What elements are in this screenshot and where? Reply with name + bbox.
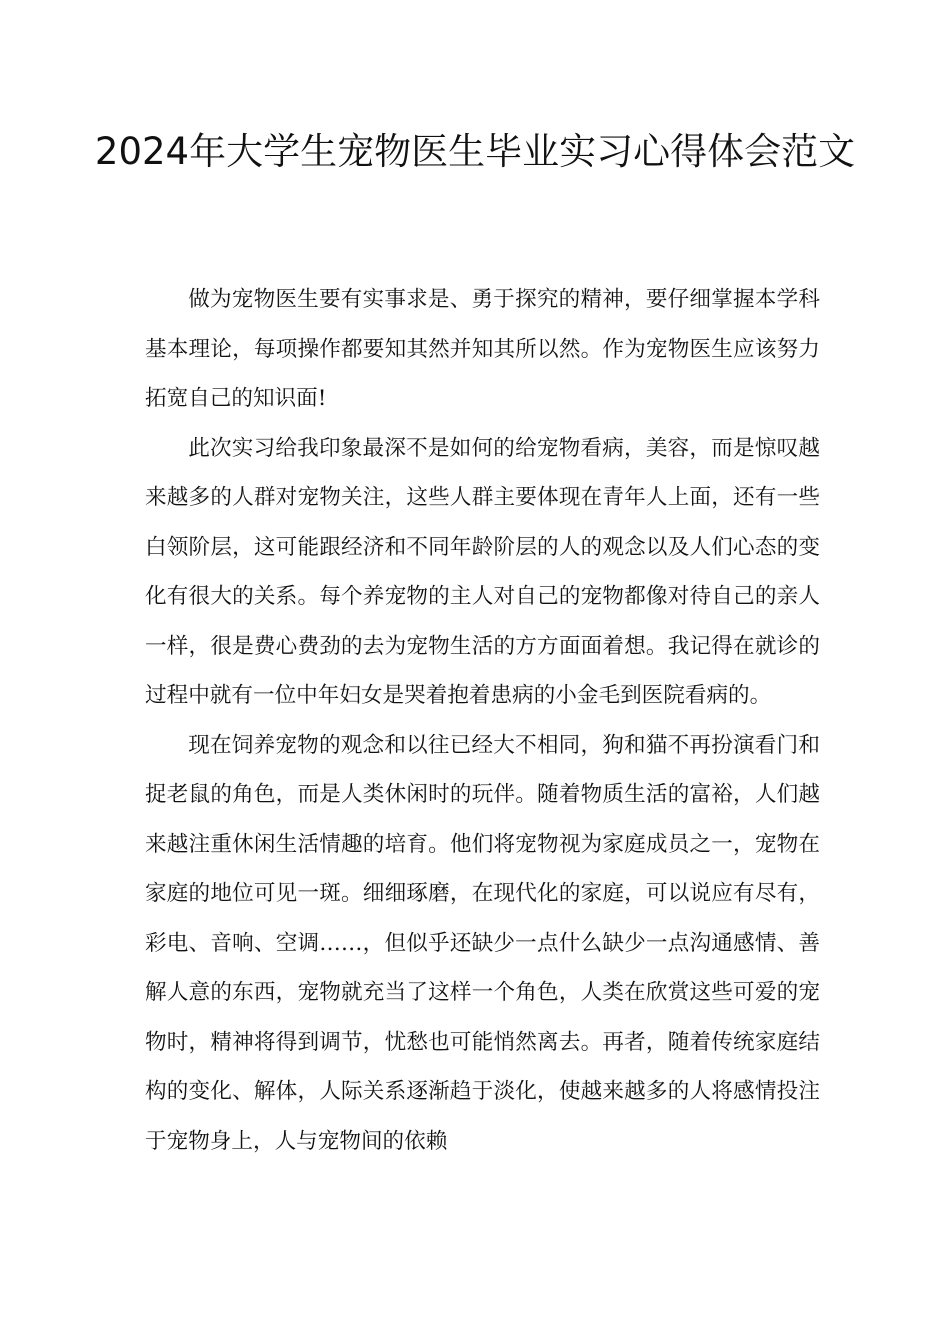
document-body (145, 275, 820, 1166)
paragraph-2: 此次实习给我印象最深不是如何的给宠物看病，美容，而是惊叹越来越多的人群对宠物关注，这些人群主要体现在青年人上面，还有一些白领阶层，这可能跟经济和不同年龄阶层的人的观念以及人们心态的变化有很大的关系。每个养宠物的主人对自己的宠物都像对待自己的亲人一样，很是费心费劲的去为宠物生活的方方面面着想。我记得在就诊的过程中就有一位中年妇女是哭着抱着患病的小金毛到医院看病的。 (145, 435, 820, 708)
paragraph-3: 现在饲养宠物的观念和以往已经大不相同，狗和猫不再扮演看门和捉老鼠的角色，而是人类休闲时的玩伴。随着物质生活的富裕，人们越来越注重休闲生活情趣的培育。他们将宠物视为家庭成员之一，宠物在家庭的地位可见一斑。细细琢磨，在现代化的家庭，可以说应有尽有，彩电、音响、空调……，但似乎还缺少一点什么缺少一点沟通感情、善解人意的东西，宠物就充当了这样一个角色，人类在欣赏这些可爱的宠物时，精神将得到调节，忧愁也可能悄然离去。再者，随着传统家庭结构的变化、解体，人际关系逐渐趋于淡化，使越来越多的人将感情投注于宠物身上，人与宠物间的依赖 (145, 732, 820, 1154)
paragraph-1: 做为宠物医生要有实事求是、勇于探究的精神，要仔细掌握本学科基本理论，每项操作都要知其然并知其所以然。作为宠物医生应该努力拓宽自己的知识面! (145, 287, 820, 411)
document-title: 2024年大学生宠物医生毕业实习心得体会范文 (94, 130, 856, 173)
